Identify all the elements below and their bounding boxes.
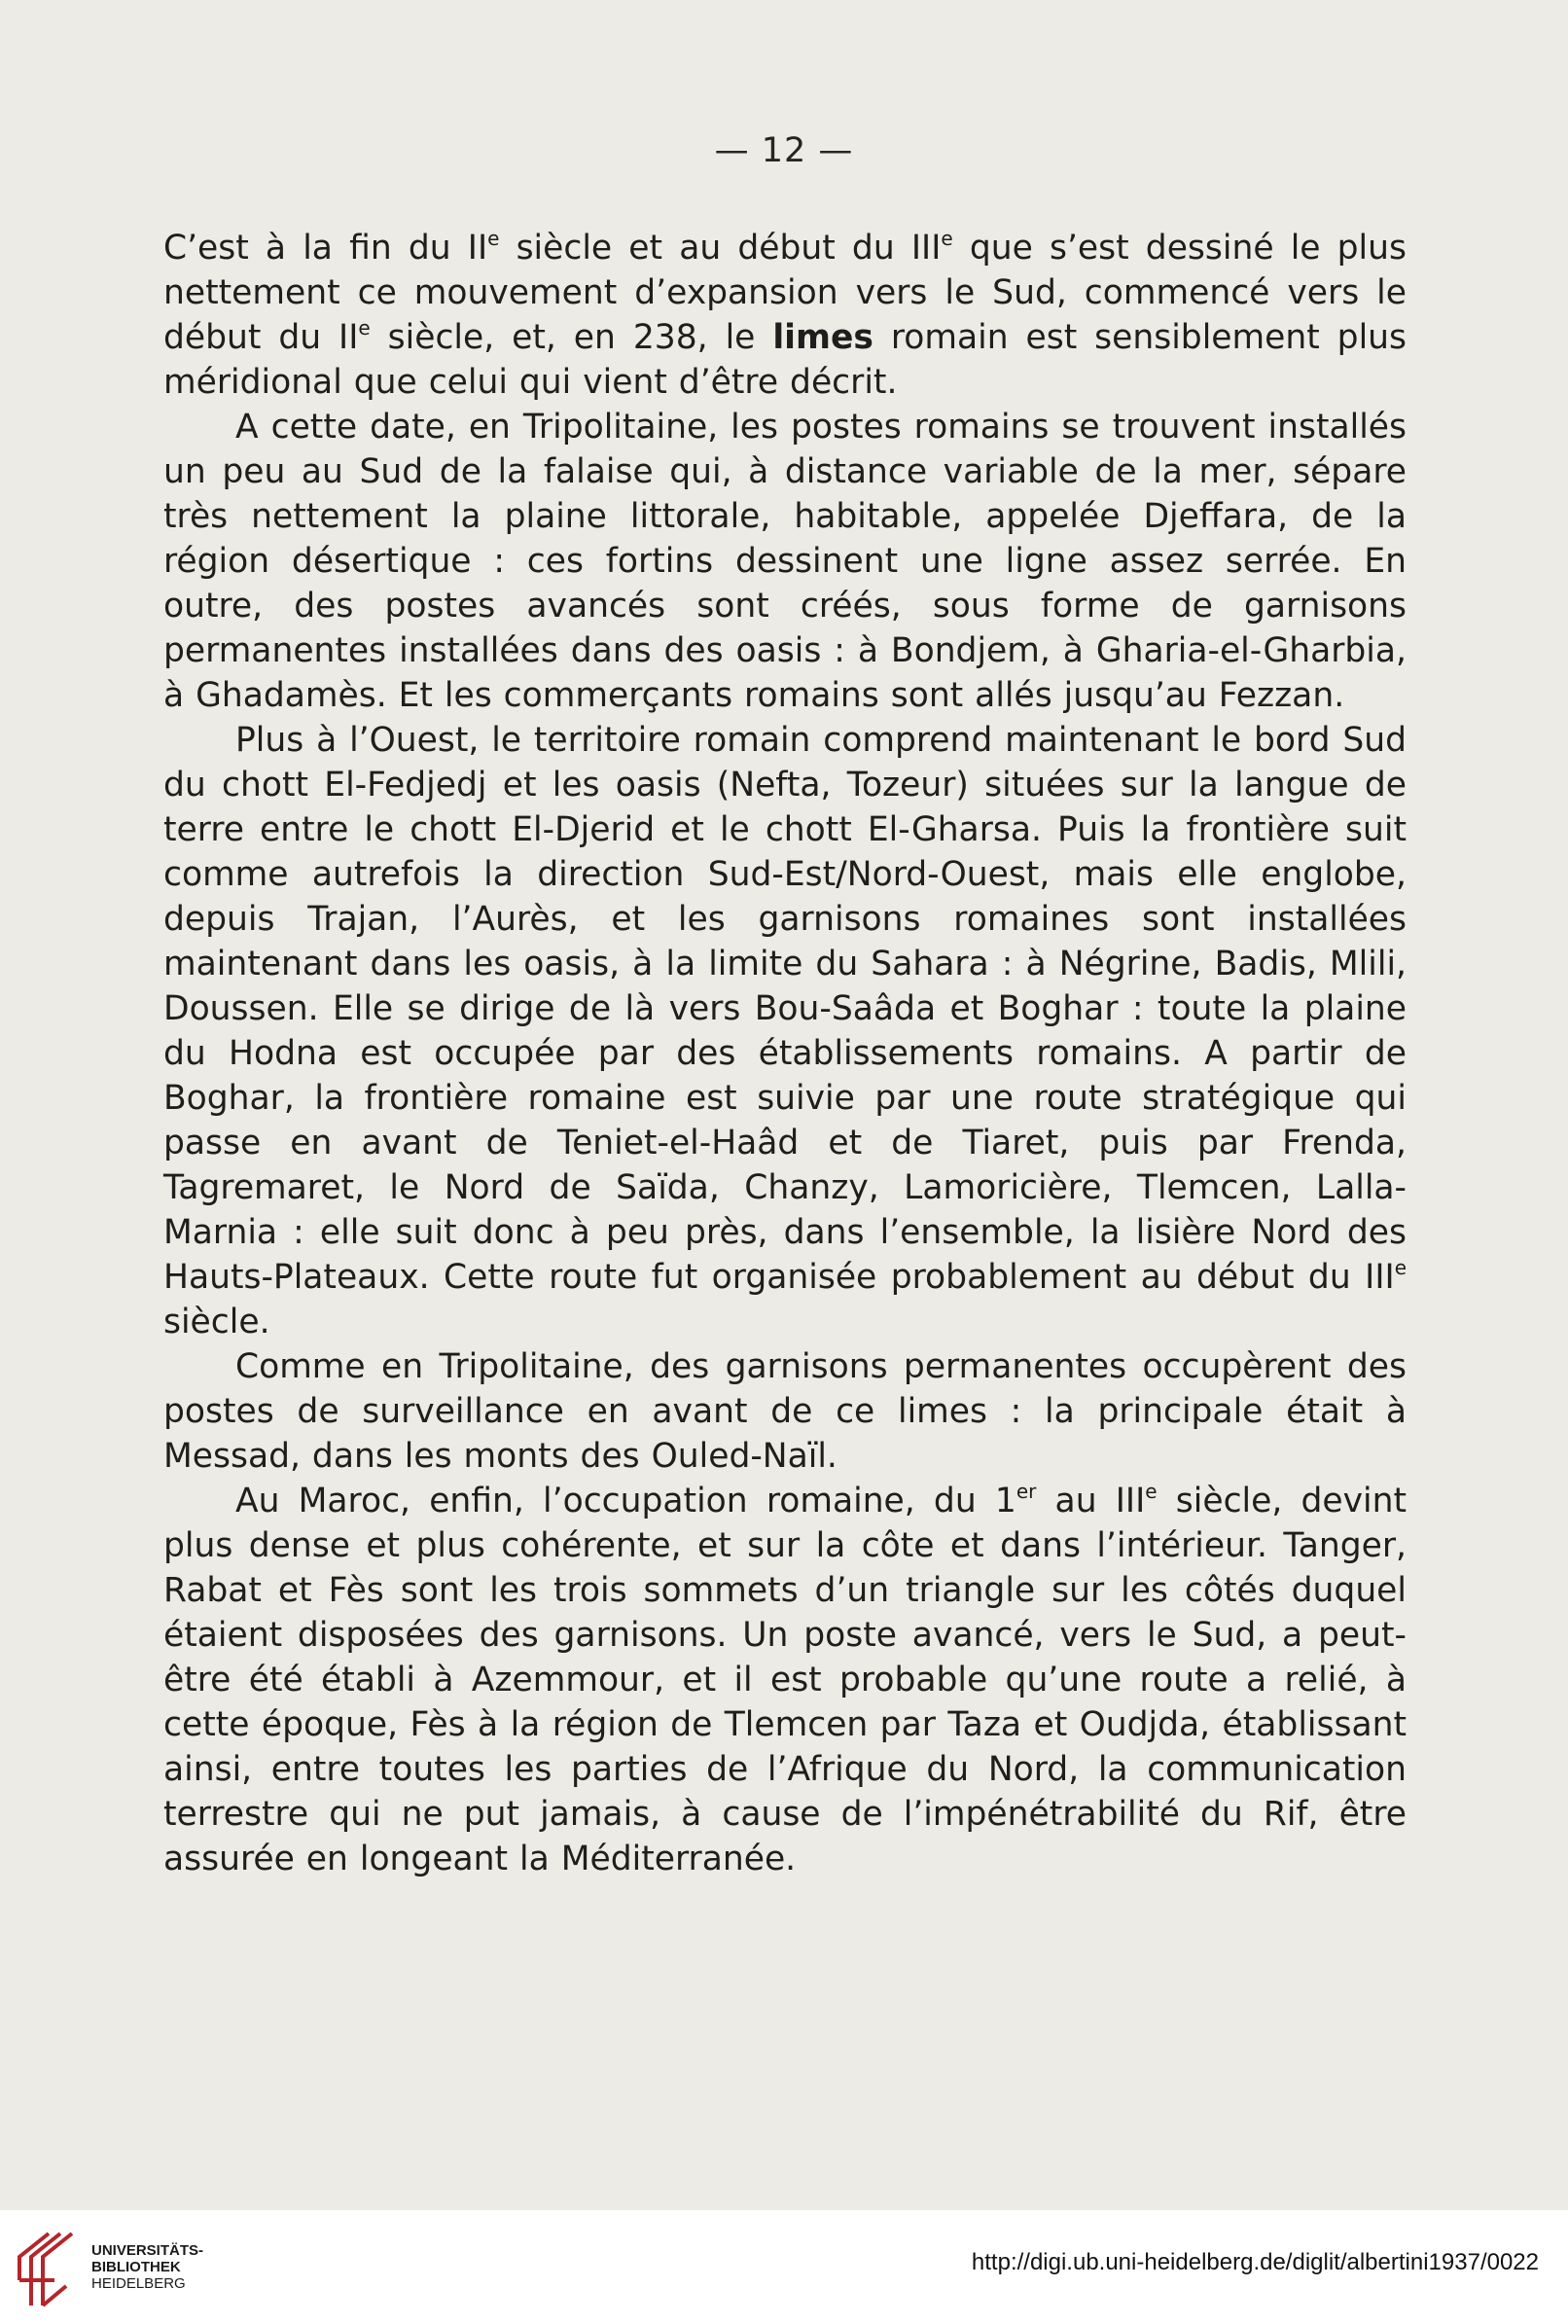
superscript: e: [1145, 1480, 1158, 1503]
library-name: [91, 2242, 203, 2292]
superscript: e: [941, 227, 953, 250]
text-run: A cette date, en Tripolitaine, les postes romains se trouvent installés un peu au Sud de la falaise qui, à distance variable de la mer, sépare très nettement la plaine littorale, habitable, appelée Djeffara, de la région désertique : ces fortins dessinent une ligne assez serrée. En outre, des postes avancés sont créés, sous forme de garnisons permanentes installées dans des oasis : à Bondjem, à Gharia-el-Gharbia, à Ghadamès. Et les commerçants romains sont allés jusqu’au Fezzan.: [163, 408, 1407, 715]
library-name-line-3: HEIDELBERG: [91, 2275, 186, 2292]
paragraph: [163, 718, 1407, 1344]
paragraph: [163, 1479, 1407, 1881]
page-number: — 12 —: [714, 131, 854, 170]
library-name-line-2: BIBLIOTHEK: [91, 2259, 181, 2275]
superscript: er: [1016, 1480, 1037, 1503]
text-run: que s’est dessiné le plus nettement ce mouvement d’expansion vers le Sud, commencé vers le début du II: [163, 229, 1407, 357]
text-run: siècle, devint plus dense et plus cohérente, et sur la côte et dans l’intérieur. Tanger, Rabat et Fès sont les trois sommets d’un triangle sur les côtés duquel étaient disposées des garnisons. Un poste avancé, vers le Sud, a peut-être été établi à Azemmour, et il est probable qu’une route a relié, à cette époque, Fès à la région de Tlemcen par Taza et Oudjda, établissant ainsi, entre toutes les parties de l’Afrique du Nord, la communication terrestre qui ne put jamais, à cause de l’impénétrabilité du Rif, être assurée en longeant la Méditerranée.: [163, 1482, 1408, 1878]
superscript: e: [487, 227, 500, 250]
text-run: Comme en Tripolitaine, des garnisons permanentes occupèrent des postes de surveillance en avant de ce limes : la principale était à Messad, dans les monts des Ouled-Naïl.: [163, 1347, 1407, 1476]
text-run: siècle.: [163, 1303, 270, 1341]
text-run: siècle, et, en 238, le: [370, 318, 773, 357]
body-text: [163, 226, 1407, 1881]
text-run: au III: [1036, 1482, 1146, 1520]
paragraph: [163, 405, 1407, 718]
library-name-line-1: UNIVERSITÄTS-: [91, 2242, 204, 2259]
source-url[interactable]: http://digi.ub.uni-heidelberg.de/diglit/albertini1937/0022: [971, 2249, 1539, 2275]
text-run: C’est à la fin du II: [163, 229, 488, 268]
paragraph: [163, 226, 1407, 405]
bold-term: limes: [772, 318, 873, 357]
superscript: e: [358, 316, 371, 340]
text-run: romain est sensiblement plus méridional que celui qui vient d’être décrit.: [163, 318, 1407, 402]
library-logo-icon: [10, 2228, 84, 2311]
text-run: siècle et au début du III: [499, 229, 942, 268]
text-run: Au Maroc, enfin, l’occupation romaine, du 1: [235, 1482, 1016, 1520]
paragraph: [163, 1344, 1407, 1479]
superscript: e: [1394, 1256, 1407, 1279]
text-run: Plus à l’Ouest, le territoire romain comprend maintenant le bord Sud du chott El-Fedjedj et les oasis (Nefta, Tozeur) situées sur la langue de terre entre le chott El-Djerid et le chott El-Gharsa. Puis la frontière suit comme autrefois la direction Sud-Est/Nord-Ouest, mais elle englobe, depuis Trajan, l’Aurès, et les garnisons romaines sont installées maintenant dans les oasis, à la limite du Sahara : à Négrine, Badis, Mlili, Doussen. Elle se dirige de là vers Bou-Saâda et Boghar : toute la plaine du Hodna est occupée par des établissements romains. A partir de Boghar, la frontière romaine est suivie par une route stratégique qui passe en avant de Teniet-el-Haâd et de Tiaret, puis par Frenda, Tagremaret, le Nord de Saïda, Chanzy, Lamoricière, Tlemcen, Lalla-Marnia : elle suit donc à peu près, dans l’ensemble, la lisière Nord des Hauts-Plateaux. Cette route fut organisée probablement au début du III: [163, 721, 1407, 1297]
footer-bar: [0, 2210, 1568, 2324]
